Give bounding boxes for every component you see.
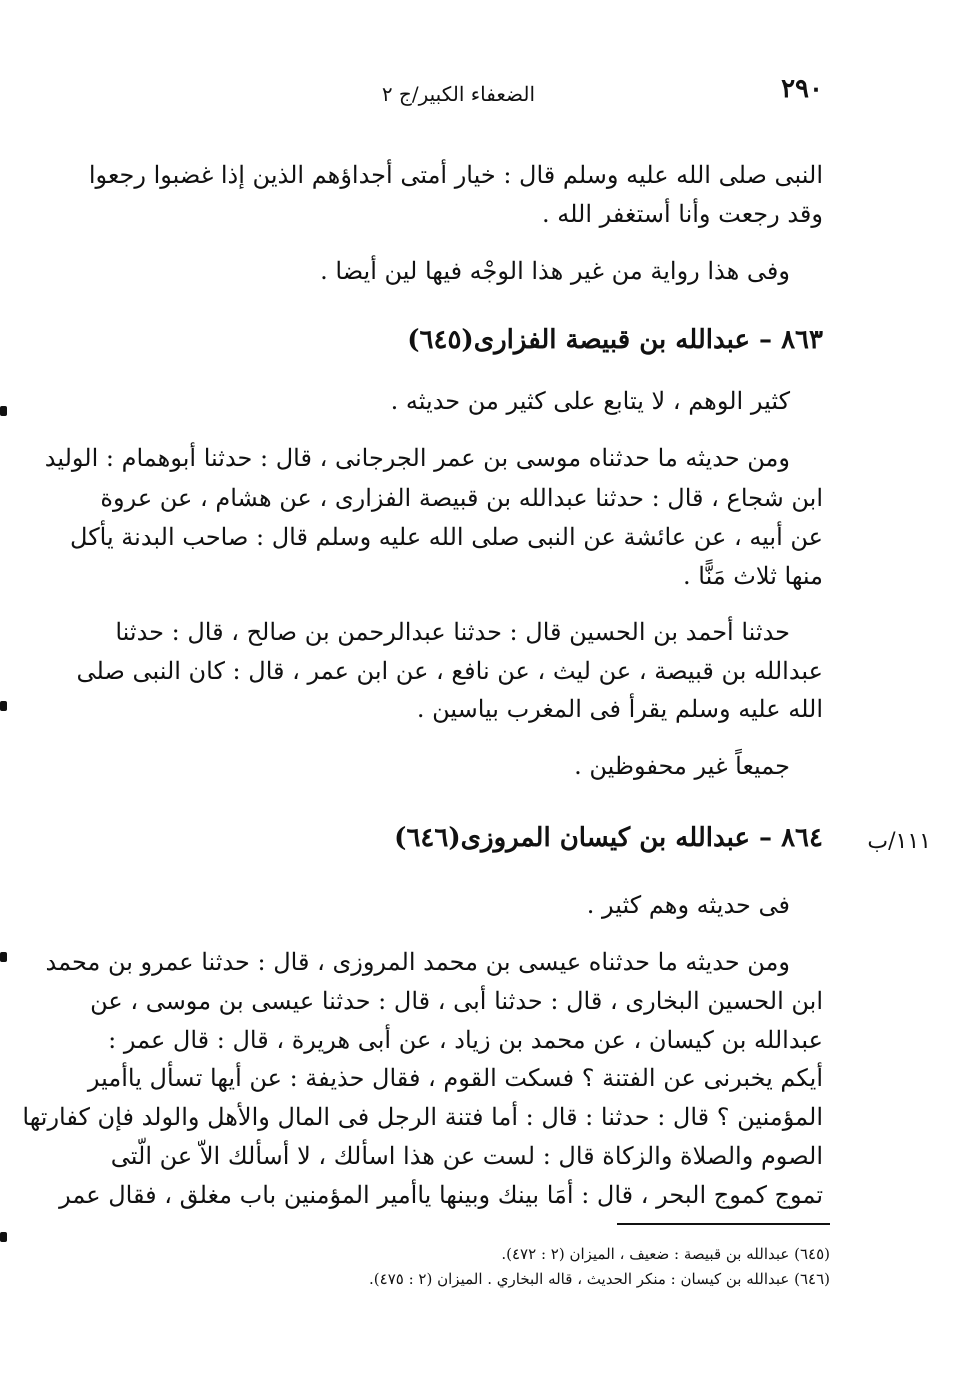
text-line: عن أبيه ، عن عائشة عن النبى صلى الله عليه وسلم قال : صاحب البدنة يأكل	[70, 523, 823, 551]
text-line: الصوم والصلاة والزكاة قال : لست عن هذا اسألك ، لا أسألك الاّ عن الّتى	[110, 1142, 823, 1170]
margin-folio-note: ١١١/ب	[867, 829, 931, 854]
text-line: وقد رجعت وأنا أستغفر الله .	[541, 200, 823, 228]
text-line: أيكم يخبرنى عن الفتنة ؟ فسكت القوم ، فقال حذيفة : عن أيها تسأل ياأمير	[87, 1064, 823, 1092]
text-line: المؤمنين ؟ قال : حدثنا : قال : أما فتنة الرجل فى المال والأهل والولد فإن كفارتها	[22, 1103, 823, 1131]
text-line: حدثنا أحمد بن الحسين قال : حدثنا عبدالرحمن بن صالح ، قال : حدثنا	[115, 618, 790, 646]
running-title: الضعفاء الكبير/ج ٢	[381, 82, 535, 106]
footnote-divider	[617, 1223, 830, 1225]
text-line: الله عليه وسلم يقرأ فى المغرب بياسين .	[416, 695, 823, 723]
scan-mark	[0, 952, 7, 962]
text-line: ابن الحسين البخارى ، قال : حدثنا أبى ، قال : حدثنا عيسى بن موسى ، عن	[90, 987, 823, 1015]
text-line: عبدالله بن كيسان ، عن محمد بن زياد ، عن أبى هريرة ، قال : قال عمر :	[108, 1026, 823, 1054]
text-line: جميعاً غير محفوظين .	[574, 752, 790, 780]
scan-mark	[0, 1232, 7, 1242]
text-line: عبدالله بن قبيصة ، عن ليث ، عن نافع ، عن ابن عمر ، قال : كان النبى صلى	[76, 657, 823, 685]
footnote-646: (٦٤٦) عبدالله بن كيسان : منكر الحديث ، قاله البخاري . الميزان (٢ : ٤٧٥).	[369, 1270, 830, 1288]
text-line: ومن حديثه ما حدثناه موسى بن عمر الجرجانى ، قال : حدثنا أبوهمام : الوليد	[44, 444, 790, 472]
entry-heading-863: ٨٦٣ – عبدالله بن قبيصة الفزارى(٦٤٥)	[407, 325, 823, 355]
scan-mark	[0, 406, 7, 416]
text-line: وفى هذا رواية من غير هذا الوجْه فيها لين أيضا .	[320, 257, 790, 285]
entry-heading-864: ٨٦٤ – عبدالله بن كيسان المروزى(٦٤٦)	[394, 823, 823, 853]
text-line: تموج كموج البحر ، قال : أمَا بينك وبينها ياأمير المؤمنين باب مغلق ، فقال عمر	[59, 1181, 823, 1209]
footnote-645: (٦٤٥) عبدالله بن قبيصة : ضعيف ، الميزان (٢ : ٤٧٢).	[501, 1245, 830, 1263]
text-line: النبى صلى الله عليه وسلم قال : خيار أمتى أجداؤهم الذين إذا غضبوا رجعوا	[88, 161, 823, 189]
page-number: ٢٩٠	[781, 74, 823, 104]
text-line: ابن شجاع ، قال : حدثنا عبدالله بن قبيصة الفزارى ، عن هشام ، عن عروة	[100, 484, 823, 512]
text-line: كثير الوهم ، لا يتابع على كثير من حديثه .	[390, 387, 790, 415]
text-line: منها ثلاث مَنًّا .	[683, 562, 823, 590]
text-line: فى حديثه وهم كثير .	[586, 891, 790, 919]
scan-mark	[0, 701, 7, 711]
text-line: ومن حديثه ما حدثناه عيسى بن محمد المروزى ، قال : حدثنا عمرو بن محمد	[45, 948, 790, 976]
